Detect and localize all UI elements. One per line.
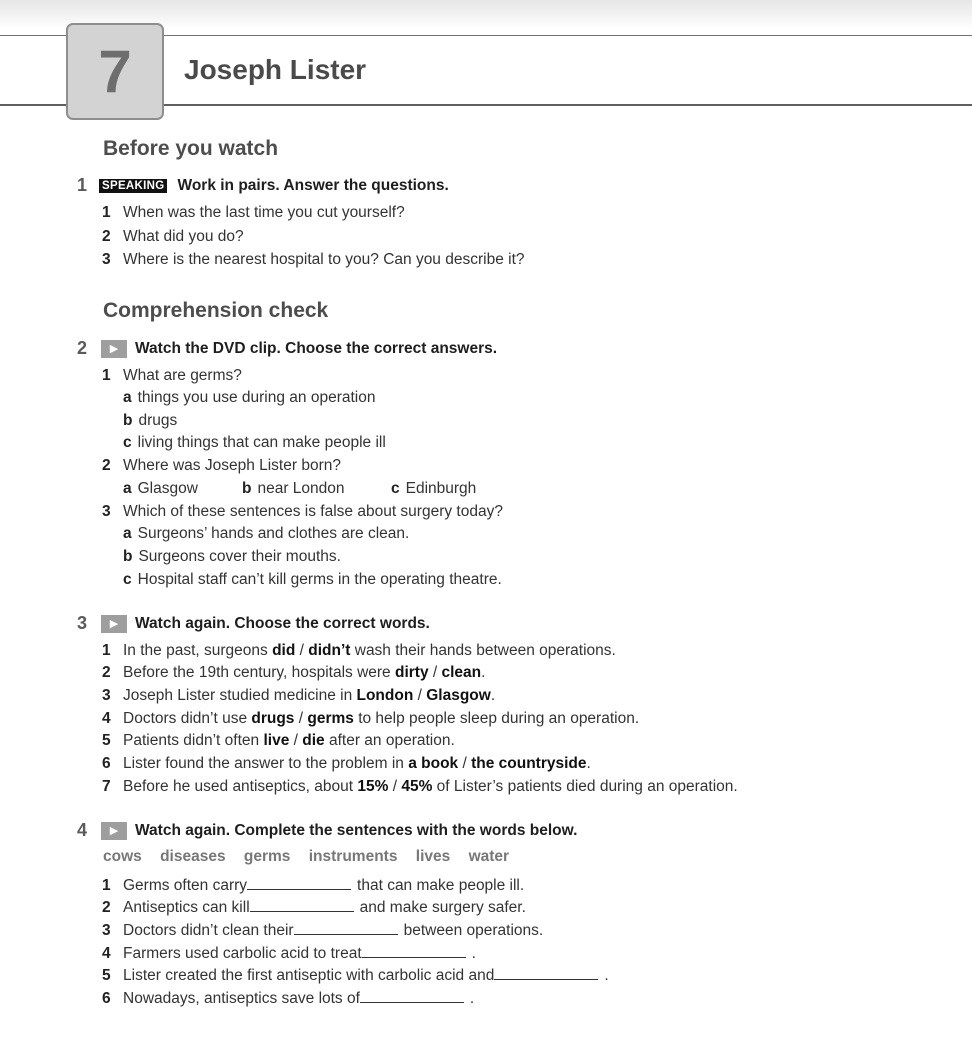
- exercise-4-number: 4: [77, 820, 88, 840]
- ex3-item: 4 Doctors didn’t use drugs / germs to help people sleep during an operation.: [102, 710, 640, 727]
- exercise-2-number: 2: [77, 338, 88, 358]
- answer-blank[interactable]: [294, 922, 398, 935]
- exercise-3-instruction: Watch again. Choose the correct words.: [135, 614, 430, 632]
- answer-blank[interactable]: [362, 945, 466, 958]
- answer-blank[interactable]: [494, 967, 598, 980]
- word: diseases: [160, 848, 226, 865]
- ex2-option: a Surgeons’ hands and clothes are clean.: [123, 525, 410, 542]
- ex4-item: 2 Antiseptics can kill and make surgery safer.: [102, 899, 526, 916]
- ex3-item: 3 Joseph Lister studied medicine in London / Glasgow.: [102, 687, 496, 704]
- ex3-item: 5 Patients didn’t often live / die after an operation.: [102, 732, 455, 749]
- exercise-1-header: [77, 175, 449, 196]
- ex2-question: 1 What are germs?: [102, 367, 242, 384]
- exercise-1-number: 1: [77, 175, 88, 195]
- ex4-item: 6 Nowadays, antiseptics save lots of .: [102, 990, 475, 1007]
- word-box: [103, 848, 523, 866]
- exercise-2-instruction: Watch the DVD clip. Choose the correct answers.: [135, 339, 498, 357]
- answer-blank[interactable]: [247, 877, 351, 890]
- ex4-item: 1 Germs often carry that can make people ill.: [102, 877, 525, 894]
- ex1-item: 1 When was the last time you cut yourself?: [102, 204, 405, 221]
- word: germs: [243, 848, 291, 865]
- ex3-item: 1 In the past, surgeons did / didn’t wash their hands between operations.: [102, 642, 616, 659]
- ex2-option: c living things that can make people ill: [123, 434, 386, 451]
- ex2-question: 3 Which of these sentences is false about surgery today?: [102, 503, 503, 520]
- ex2-options-inline: a Glasgow b near London c Edinburgh: [123, 480, 477, 497]
- section-heading-comprehension: Comprehension check: [103, 299, 329, 322]
- word: instruments: [308, 848, 398, 865]
- exercise-4-header: [77, 820, 577, 841]
- ex3-item: 7 Before he used antiseptics, about 15% / 45% of Lister’s patients died during an operation.: [102, 778, 738, 795]
- answer-blank[interactable]: [360, 990, 464, 1003]
- page-title: Joseph Lister: [184, 54, 367, 85]
- ex2-option: b drugs: [123, 412, 178, 429]
- exercise-3-number: 3: [77, 613, 88, 633]
- ex3-item: 2 Before the 19th century, hospitals were dirty / clean.: [102, 664, 486, 681]
- section-heading-before: Before you watch: [103, 137, 279, 160]
- ex4-item: 4 Farmers used carbolic acid to treat .: [102, 945, 476, 962]
- exercise-1-instruction: Work in pairs. Answer the questions.: [177, 176, 449, 194]
- ex1-item: 3 Where is the nearest hospital to you? Can you describe it?: [102, 251, 525, 268]
- ex4-item: 3 Doctors didn’t clean their between operations.: [102, 922, 544, 939]
- word: lives: [415, 848, 451, 865]
- exercise-3-header: [77, 613, 430, 634]
- ex1-item: 2 What did you do?: [102, 228, 244, 245]
- ex4-item: 5 Lister created the first antiseptic with carbolic acid and .: [102, 967, 609, 984]
- exercise-4-instruction: Watch again. Complete the sentences with the words below.: [135, 821, 578, 839]
- word: cows: [103, 848, 142, 865]
- ex2-question: 2 Where was Joseph Lister born?: [102, 457, 341, 474]
- unit-number-box: [66, 23, 164, 120]
- speaking-badge: SPEAKING: [99, 179, 167, 193]
- unit-number: 7: [98, 38, 132, 105]
- play-icon: ▶: [101, 340, 127, 358]
- answer-blank[interactable]: [250, 899, 354, 912]
- exercise-2-header: [77, 338, 497, 359]
- word: water: [468, 848, 510, 865]
- ex2-option: c Hospital staff can’t kill germs in the operating theatre.: [123, 571, 502, 588]
- ex2-option: b Surgeons cover their mouths.: [123, 548, 341, 565]
- play-icon: ▶: [101, 615, 127, 633]
- ex2-option: a things you use during an operation: [123, 389, 376, 406]
- ex3-item: 6 Lister found the answer to the problem in a book / the countryside.: [102, 755, 591, 772]
- play-icon: ▶: [101, 822, 127, 840]
